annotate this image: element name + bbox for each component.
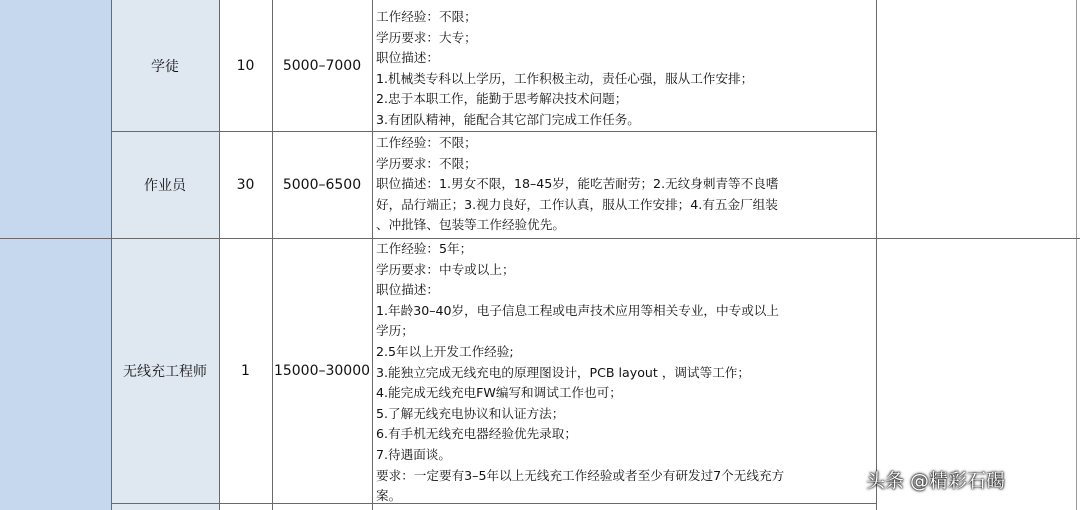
- description-line: 学历要求：大专；: [376, 29, 477, 45]
- description-line: 6.有手机无线充电器经验优先录取；: [376, 426, 577, 442]
- salary-range: 5000–7000: [282, 57, 362, 74]
- description-line: 1.年龄30–40岁，电子信息工程或电声技术应用等相关专业，中专或以上: [376, 302, 779, 318]
- job-description: [372, 132, 876, 238]
- description-line: 7.待遇面谈。: [376, 446, 451, 462]
- category-cell-2: [0, 238, 111, 510]
- grid-line: [111, 0, 112, 510]
- grid-line: [111, 503, 876, 504]
- headcount: 30: [236, 176, 255, 193]
- grid-line: [876, 0, 877, 510]
- headcount: 10: [236, 57, 255, 74]
- description-line: 要求：一定要有3–5年以上无线充工作经验或者至少有研发过7个无线充方: [376, 467, 785, 483]
- grid-line: [0, 238, 1080, 239]
- description-line: 2.5年以上开发工作经验;: [376, 343, 514, 359]
- description-line: 好，品行端正；3.视力良好，工作认真，服从工作安排；4.有五金厂组装: [376, 196, 778, 212]
- description-line: 学历要求：不限；: [376, 155, 477, 171]
- job-title: 作业员: [144, 177, 186, 194]
- description-line: 、冲批锋、包装等工作经验优先。: [376, 217, 565, 233]
- job-description: [372, 238, 876, 503]
- headcount: 1: [241, 362, 250, 379]
- job-description: [372, 6, 876, 131]
- grid-line: [1076, 0, 1077, 510]
- category-cell-1: [0, 0, 111, 238]
- description-line: 职位描述：: [376, 282, 439, 298]
- grid-line: [372, 0, 373, 510]
- description-line: 3.有团队精神，能配合其它部门完成工作任务。: [376, 111, 640, 127]
- job-title: 无线充工程师: [123, 363, 207, 380]
- description-line: 2.忠于本职工作，能勤于思考解决技术问题；: [376, 91, 628, 107]
- description-line: 工作经验：不限；: [376, 135, 477, 150]
- description-line: 案。: [376, 488, 402, 504]
- salary-range: 15000–30000: [273, 362, 371, 379]
- watermark: 头条 @精彩石碣: [866, 470, 1006, 492]
- description-line: 职位描述：1.男女不限，18–45岁，能吃苦耐劳；2.无纹身刺青等不良嗜: [376, 176, 779, 192]
- grid-line: [219, 0, 220, 510]
- description-line: 1.机械类专科以上学历，工作积极主动，责任心强，服从工作安排；: [376, 70, 754, 86]
- grid-line: [272, 0, 273, 510]
- description-line: 职位描述：: [376, 50, 439, 66]
- description-line: 4.能完成无线充电FW编写和调试工作也可；: [376, 385, 622, 401]
- grid-line: [111, 131, 876, 132]
- job-title: 学徒: [151, 58, 179, 75]
- description-line: 5.了解无线充电协议和认证方法；: [376, 405, 565, 421]
- description-line: 3.能独立完成无线充电的原理图设计，PCB layout ，调试等工作；: [376, 364, 750, 380]
- description-line: 学历要求：中专或以上；: [376, 261, 515, 277]
- description-line: 学历；: [376, 323, 414, 339]
- description-line: 工作经验：5年；: [376, 241, 473, 256]
- description-line: 工作经验：不限；: [376, 9, 477, 24]
- salary-range: 5000–6500: [282, 176, 362, 193]
